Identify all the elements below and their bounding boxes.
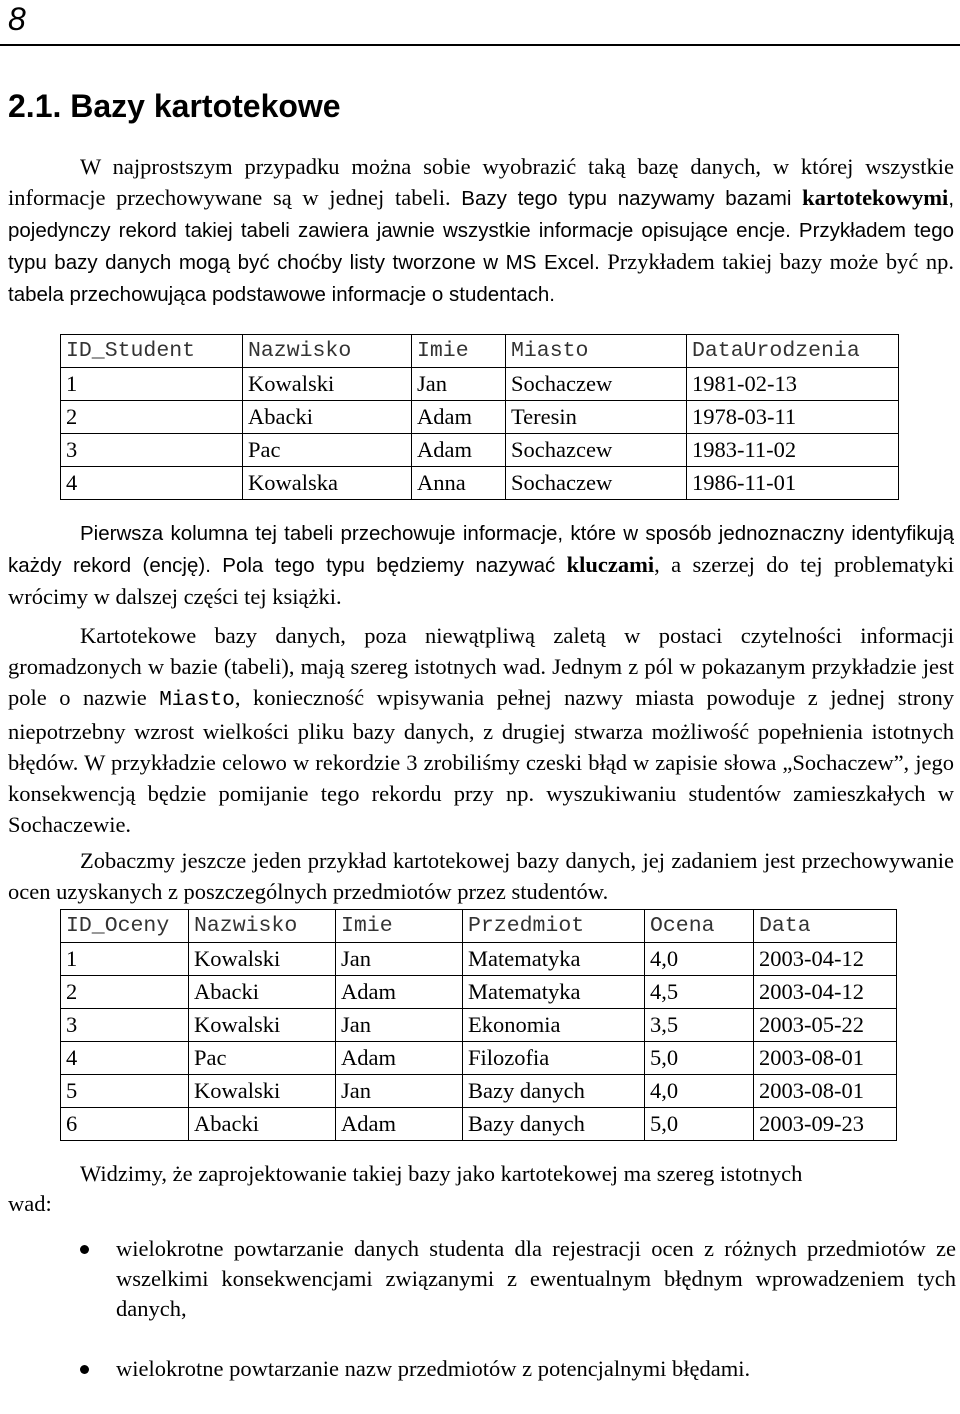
table-cell: Jan [412,368,506,401]
table-row [61,368,899,401]
column-header: Ocena [645,910,754,943]
table-row [61,434,899,467]
table-header-row [61,335,899,368]
bullet-icon [80,1245,89,1254]
table-cell: Jan [336,1009,463,1042]
table-cell: Ekonomia [463,1009,645,1042]
term-kartotekowymi: kartotekowymi [802,185,949,210]
table-header-row [61,910,897,943]
adv-text-4: W przykładzie celowo w rekordzie 3 zrobiliśmy czeski błąd w zapisie słowa „Sochaczew”, jego konsekwencją będzie pomijanie tego rekordu przy np. wyszukiwaniu studentów zamieszkałych w Sochaczewie. [8,750,954,837]
table-cell: Anna [412,467,506,500]
table-cell: Pac [189,1042,336,1075]
table-cell: 4,0 [645,943,754,976]
table-row [61,1042,897,1075]
table-cell: Sochazcew [506,434,687,467]
table-cell: Adam [336,1042,463,1075]
intro-text-2: Bazy tego typu nazywamy bazami [461,187,792,210]
table-cell: Kowalski [189,1075,336,1108]
table-cell: 2003-04-12 [754,943,897,976]
table-row [61,401,899,434]
column-header: Miasto [506,335,687,368]
intro-paragraph [8,151,954,310]
column-header: DataUrodzenia [687,335,899,368]
keys-text-1: Pierwsza kolumna tej tabeli przechowuje informacje, które w sposób jednoznaczny identyfikują każdy rekord (encję). [8,522,954,577]
header-rule [0,44,960,46]
table-cell: Abacki [243,401,412,434]
list-item-text: wielokrotne powtarzanie danych studenta dla rejestracji ocen z różnych przedmiotów ze wszelkimi konsekwencjami związanymi z ewentualnym błędnym wprowadzeniem tych danych, [116,1236,956,1321]
table-cell: Kowalski [189,1009,336,1042]
adv-text-1: Kartotekowe bazy danych, poza niewątpliwą zaletą w postaci czytelności informacji gromadzonych w bazie (tabeli), mają szereg istotnych wad. [8,623,954,679]
table-cell: 2 [61,976,189,1009]
table-cell: 5 [61,1075,189,1108]
table-cell: 1981-02-13 [687,368,899,401]
table-row [61,1075,897,1108]
intro-text-5: Przykładem takiej bazy może być np. [607,249,954,274]
table-cell: 4,5 [645,976,754,1009]
table-cell: Bazy danych [463,1075,645,1108]
adv-text-2: Jednym z pól w pokazanym przykładzie jest pole o nazwie [8,654,954,710]
keys-paragraph [8,517,954,612]
table-cell: 2003-08-01 [754,1075,897,1108]
intro-text-1: W najprostszym przypadku można sobie wyobrazić taką bazę danych, w której wszystkie informacje przechowywane są w jednej tabeli. [8,154,954,210]
keys-text-3: , a szerzej do tej problematyki wrócimy w dalszej części tej książki. [8,552,954,609]
table-cell: 1 [61,368,243,401]
table-cell: 5,0 [645,1042,754,1075]
term-kluczami: kluczami [566,552,655,577]
table-cell: 1983-11-02 [687,434,899,467]
table-cell: 1 [61,943,189,976]
intro-text-3: , pojedynczy rekord takiej tabeli zawiera jawnie wszystkie informacje opisujące encje. [8,187,955,242]
table-row [61,943,897,976]
table-cell: 4 [61,467,243,500]
table-cell: 4 [61,1042,189,1075]
table-cell: 1986-11-01 [687,467,899,500]
table-cell: 5,0 [645,1108,754,1141]
conclusion-paragraph: Widzimy, że zaprojektowanie takiej bazy jako kartotekowej ma szereg istotnych [80,1161,803,1186]
table-cell: Adam [336,1108,463,1141]
column-header: Imie [412,335,506,368]
bullet-icon [80,1365,89,1374]
table-cell: Abacki [189,976,336,1009]
table-cell: 1978-03-11 [687,401,899,434]
intro-text-4: Przykładem tego typu bazy danych mogą być choćby listy tworzone w MS Excel. [8,219,954,274]
table-cell: 3 [61,434,243,467]
column-header: Przedmiot [463,910,645,943]
column-header: ID_Oceny [61,910,189,943]
list-item [0,1234,956,1324]
disadvantages-list [0,1234,960,1414]
table-row [61,467,899,500]
table-cell: Filozofia [463,1042,645,1075]
table-cell: 3 [61,1009,189,1042]
grades-table [60,909,897,1141]
table-cell: Kowalska [243,467,412,500]
field-name-miasto: Miasto [159,689,235,712]
table-cell: Pac [243,434,412,467]
table-cell: Kowalski [243,368,412,401]
page-number: 8 [8,1,26,37]
table-cell: Teresin [506,401,687,434]
keys-text-2: Pola tego typu będziemy nazywać [222,554,556,577]
table-cell: 2003-05-22 [754,1009,897,1042]
table-row [61,1108,897,1141]
table-cell: Kowalski [189,943,336,976]
table-cell: 2003-04-12 [754,976,897,1009]
list-item [0,1354,956,1384]
table-cell: 2003-09-23 [754,1108,897,1141]
second-example-paragraph [8,845,954,907]
conclusion-wad: wad: [8,1191,52,1216]
table-cell: Sochaczew [506,368,687,401]
table-cell: 3,5 [645,1009,754,1042]
list-item-text: wielokrotne powtarzanie nazw przedmiotów z potencjalnymi błędami. [116,1356,751,1381]
table-cell: Matematyka [463,976,645,1009]
students-table [60,334,899,500]
table-cell: Abacki [189,1108,336,1141]
table-cell: Bazy danych [463,1108,645,1141]
second-example-text: Zobaczmy jeszcze jeden przykład kartotekowej bazy danych, jej zadaniem jest przechowywanie ocen uzyskanych z poszczególnych przedmiotów przez studentów. [8,848,954,904]
column-header: Data [754,910,897,943]
advantages-paragraph [8,620,954,840]
table-cell: 2003-08-01 [754,1042,897,1075]
table-cell: Jan [336,1075,463,1108]
column-header: Nazwisko [189,910,336,943]
table-cell: 4,0 [645,1075,754,1108]
table-cell: Jan [336,943,463,976]
column-header: Nazwisko [243,335,412,368]
adv-text-3: , konieczność wpisywania pełnej nazwy miasta powoduje z jednej strony niepotrzebny wzrost wielkości pliku bazy danych, z drugiej stwarza możliwość popełnienia istotnych błędów. [8,685,955,775]
table-cell: Sochaczew [506,467,687,500]
table-cell: Adam [336,976,463,1009]
column-header: Imie [336,910,463,943]
table-cell: 2 [61,401,243,434]
intro-text-6: tabela przechowująca podstawowe informacje o studentach. [8,283,555,306]
table-cell: Adam [412,434,506,467]
table-cell: 6 [61,1108,189,1141]
table-cell: Adam [412,401,506,434]
section-title: 2.1. Bazy kartotekowe [8,88,341,124]
table-row [61,1009,897,1042]
table-cell: Matematyka [463,943,645,976]
table-row [61,976,897,1009]
column-header: ID_Student [61,335,243,368]
